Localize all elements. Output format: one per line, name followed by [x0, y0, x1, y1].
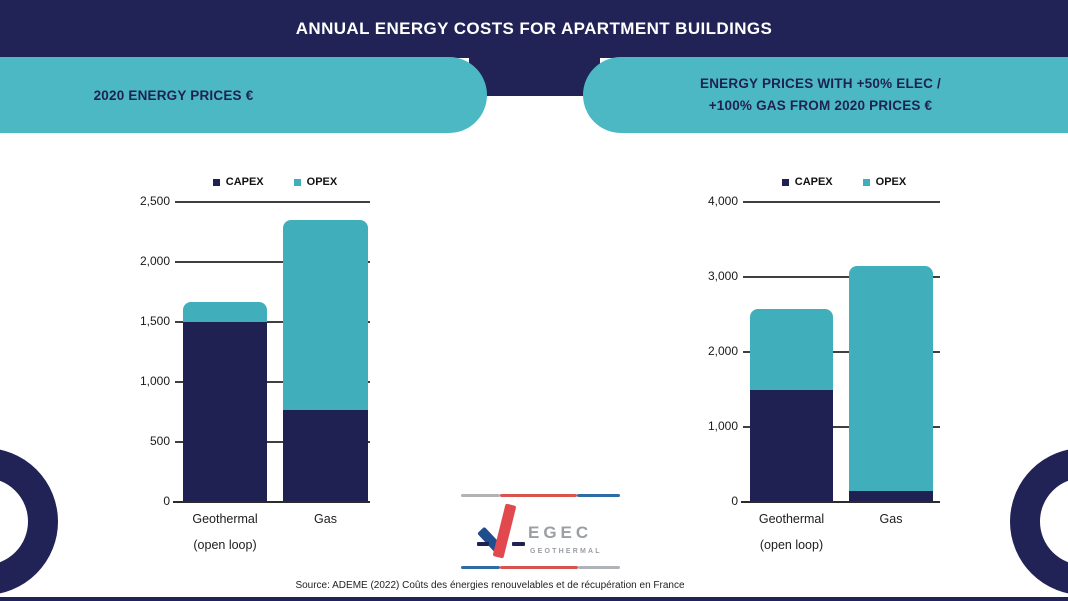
legend-label: CAPEX	[225, 176, 264, 188]
bar-geothermal-capex	[183, 322, 267, 502]
bar-geothermal-capex	[750, 390, 833, 503]
logo-check-red-icon	[493, 503, 517, 558]
logo-top-line-red	[500, 494, 577, 497]
y-tick-label: 0	[731, 494, 738, 508]
y-tick-label: 3,000	[707, 269, 738, 283]
logo-top-line-gray	[461, 494, 500, 497]
bar-geothermal-opex	[750, 309, 833, 389]
bar-gas-capex	[849, 491, 933, 502]
logo-top-line-blue	[577, 494, 620, 497]
legend-item-capex	[213, 176, 264, 188]
logo-bottom-line-gray	[578, 566, 620, 569]
legend-item-opex	[863, 176, 907, 188]
y-tick-label: 1,000	[139, 374, 170, 388]
legend-label: CAPEX	[794, 176, 833, 188]
gridline	[743, 276, 940, 278]
gridline	[175, 201, 370, 203]
category-label: Geothermal	[192, 512, 258, 526]
ring-left-decoration	[0, 448, 58, 595]
legend-swatch-icon	[294, 179, 301, 186]
gridline	[175, 321, 370, 323]
ring-right-decoration	[1010, 448, 1068, 595]
legend-label: OPEX	[306, 176, 338, 188]
bar-gas-opex	[849, 266, 933, 491]
header-center-block	[469, 0, 600, 96]
category-label: Gas	[314, 512, 337, 526]
bar-gas-opex	[283, 220, 368, 410]
banner-left	[0, 57, 487, 133]
chart-legend	[754, 176, 934, 188]
x-axis-baseline	[741, 501, 940, 503]
logo-bottom-line-blue	[461, 566, 500, 569]
y-tick-label: 2,000	[707, 344, 738, 358]
page-title: ANNUAL ENERGY COSTS FOR APARTMENT BUILDINGS	[295, 19, 773, 38]
y-tick-label: 2,000	[139, 254, 170, 268]
y-tick-label: 1,500	[139, 314, 170, 328]
banner-left-label: 2020 ENERGY PRICES €	[93, 87, 254, 103]
gridline	[743, 201, 940, 203]
logo-dash-left	[477, 542, 489, 546]
bar-gas-capex	[283, 410, 368, 502]
gridline	[175, 381, 370, 383]
chart-legend	[185, 176, 365, 188]
banner-right	[583, 57, 1068, 133]
bar-geothermal-opex	[183, 302, 267, 322]
logo-dash-right	[512, 542, 525, 546]
y-tick-label: 1,000	[707, 419, 738, 433]
y-tick-label: 4,000	[707, 194, 738, 208]
gridline	[175, 261, 370, 263]
footer-bar	[0, 597, 1068, 601]
logo-wordmark: EGEC	[528, 523, 593, 542]
logo-subtitle: GEOTHERMAL	[530, 548, 602, 555]
x-axis-baseline	[173, 501, 370, 503]
source-text: Source: ADEME (2022) Coûts des énergies renouvelables et de récupération en France	[295, 580, 685, 591]
logo-bottom-line-red	[500, 566, 578, 569]
gridline	[743, 426, 940, 428]
legend-swatch-icon	[863, 179, 870, 186]
gridline	[743, 351, 940, 353]
y-tick-label: 2,500	[139, 194, 170, 208]
y-tick-label: 0	[163, 494, 170, 508]
banner-right-label-line2: +100% GAS FROM 2020 PRICES €	[708, 98, 933, 113]
legend-label: OPEX	[875, 176, 907, 188]
category-sublabel: (open loop)	[193, 538, 257, 552]
y-tick-label: 500	[149, 434, 170, 448]
banner-right-label-line1: ENERGY PRICES WITH +50% ELEC /	[700, 76, 941, 92]
legend-item-opex	[294, 176, 338, 188]
legend-swatch-icon	[782, 179, 789, 186]
gridline	[175, 441, 370, 443]
category-label: Geothermal	[758, 512, 825, 526]
legend-swatch-icon	[213, 179, 220, 186]
category-label: Gas	[879, 512, 903, 526]
category-sublabel: (open loop)	[759, 538, 824, 552]
legend-item-capex	[782, 176, 833, 188]
